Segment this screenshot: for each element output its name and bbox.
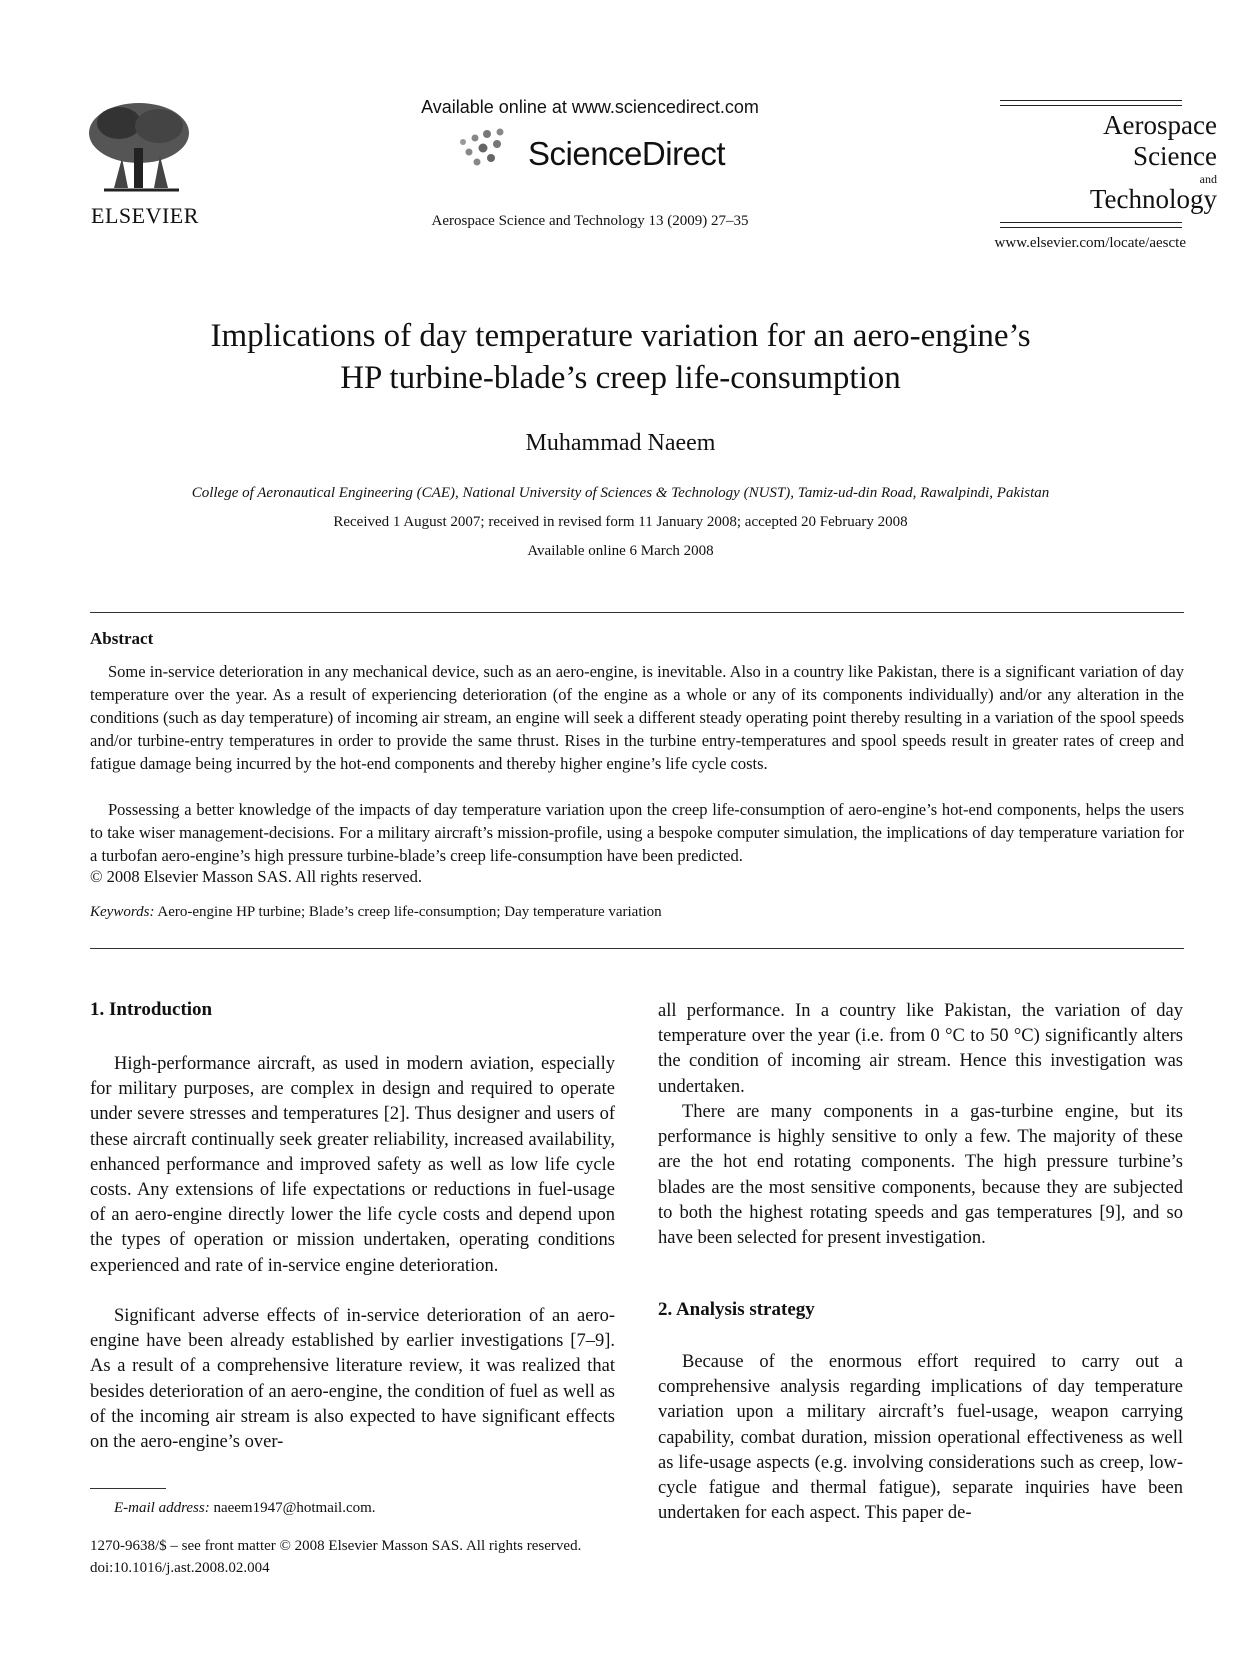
section-1-paragraph-1: High-performance aircraft, as used in modern aviation, especially for military purposes, are complex in design and required to operate under severe stresses and temperatures [2]. Thus designer and users of these aircraft continually seek greater reliability, increased availability, enhanced performance and improved safety as well as low life cycle costs. Any extensions of life expectations or reductions in fuel-usage of an aero-engine directly lower the life cycle costs and depend upon the types of operation or mission undertaken, operating conditions experienced and rate of in-service engine deterioration.	[90, 1054, 615, 1276]
keywords	[90, 904, 662, 921]
journal-title-line1: Aerospace	[1103, 110, 1217, 140]
journal-title-line2: Science	[1133, 141, 1217, 171]
footnote-rule	[90, 1488, 166, 1489]
article-title-line1: Implications of day temperature variation for an aero-engine’s	[210, 318, 1031, 354]
section-1-heading: 1. Introduction	[90, 999, 213, 1020]
email-address[interactable]: naeem1947@hotmail.com.	[213, 1500, 376, 1516]
doi[interactable]: doi:10.1016/j.ast.2008.02.004	[90, 1560, 270, 1576]
section-2-paragraph-1: Because of the enormous effort required to carry out a comprehensive analysis regarding implications of day temperature variation upon a military aircraft’s fuel-usage, weapon carrying capability, combat duration, mission operational effectiveness as well as life-usage aspects (e.g. involving considerations such as creep, low-cycle fatigue and thermal fatigue), separate inquiries have been undertaken for each aspect. This paper de-	[658, 1352, 1183, 1524]
section-1-paragraph-3: There are many components in a gas-turbine engine, but its performance is highly sensitive to only a few. The majority of these are the hot end rotating components. The high pressure turbine’s blades are the most sensitive components, because they are subjected to both the highest rotating speeds and gas temperatures [9], and so have been selected for present investigation.	[658, 1102, 1183, 1249]
journal-reference: Aerospace Science and Technology 13 (2009) 27–35	[431, 213, 749, 229]
email-label: E-mail address:	[114, 1500, 210, 1516]
keywords-list: Aero-engine HP turbine; Blade’s creep life-consumption; Day temperature variation	[157, 904, 662, 920]
section-1-paragraph-2-continued: all performance. In a country like Pakistan, the variation of day temperature over the year (i.e. from 0 °C to 50 °C) significantly alters the condition of incoming air stream. Hence this investigation was undertaken.	[658, 1001, 1183, 1097]
journal-top-rule	[1000, 100, 1182, 101]
journal-title-and: and	[1199, 172, 1217, 186]
abstract-bottom-rule	[90, 948, 1184, 949]
front-matter: 1270-9638/$ – see front matter © 2008 Elsevier Masson SAS. All rights reserved.	[90, 1538, 582, 1554]
journal-top-rule-2	[1000, 105, 1182, 106]
footnote-email	[90, 1500, 376, 1517]
abstract-heading: Abstract	[90, 629, 154, 648]
author-affiliation: College of Aeronautical Engineering (CAE), National University of Sciences & Technology (NUST), Tamiz-ud-din Road, Rawalpindi, Pakistan	[191, 485, 1050, 501]
available-online-banner: Available online at www.sciencedirect.com	[421, 97, 759, 117]
journal-bottom-rule-2	[1000, 227, 1182, 228]
sciencedirect-logo-text: ScienceDirect	[528, 135, 726, 172]
abstract-paragraph-2: Possessing a better knowledge of the impacts of day temperature variation upon the creep life-consumption of aero-engine’s hot-end components, helps the users to take wiser management-decisions. For a military aircraft’s mission-profile, using a bespoke computer simulation, the implications of day temperature variation for a turbofan aero-engine’s high pressure turbine-blade’s creep life-consumption have been predicted.	[90, 800, 1184, 865]
abstract-paragraph-1: Some in-service deterioration in any mechanical device, such as an aero-engine, is inevitable. Also in a country like Pakistan, there is a significant variation of day temperature over the year. As a result of experiencing deterioration (of the engine as a whole or any of its components individually) and/or any alteration in the conditions (such as day temperature) of incoming air stream, an engine will seek a different steady operating point thereby resulting in a variation of the spool speeds and/or turbine-entry temperatures in order to provide the same thrust. Rises in the turbine entry-temperatures and spool speeds result in greater rates of creep and fatigue damage being incurred by the hot-end components and thereby higher engine’s life cycle costs.	[90, 662, 1184, 773]
author-name: Muhammad Naeem	[525, 430, 716, 456]
journal-title-line3: Technology	[1089, 184, 1217, 214]
journal-url[interactable]: www.elsevier.com/locate/aescte	[994, 235, 1186, 251]
elsevier-tree-logo	[84, 98, 204, 218]
section-2-heading: 2. Analysis strategy	[658, 1299, 815, 1320]
journal-bottom-rule	[1000, 222, 1182, 223]
section-1-paragraph-2: Significant adverse effects of in-service deterioration of an aero-engine have been already established by earlier investigations [7–9]. As a result of a comprehensive literature review, it was realized that besides deterioration of an aero-engine, the condition of fuel as well as of the incoming air stream is also expected to have significant effects on the aero-engine’s over-	[90, 1306, 615, 1453]
abstract-copyright: © 2008 Elsevier Masson SAS. All rights reserved.	[90, 867, 422, 886]
available-online-date: Available online 6 March 2008	[527, 543, 714, 559]
publisher-name: ELSEVIER	[91, 203, 199, 228]
tree-icon	[84, 98, 194, 198]
keywords-label: Keywords:	[90, 904, 155, 920]
abstract-top-rule	[90, 612, 1184, 613]
article-title-line2: HP turbine-blade’s creep life-consumption	[340, 360, 901, 396]
received-dates: Received 1 August 2007; received in revised form 11 January 2008; accepted 20 February 2008	[333, 514, 908, 530]
